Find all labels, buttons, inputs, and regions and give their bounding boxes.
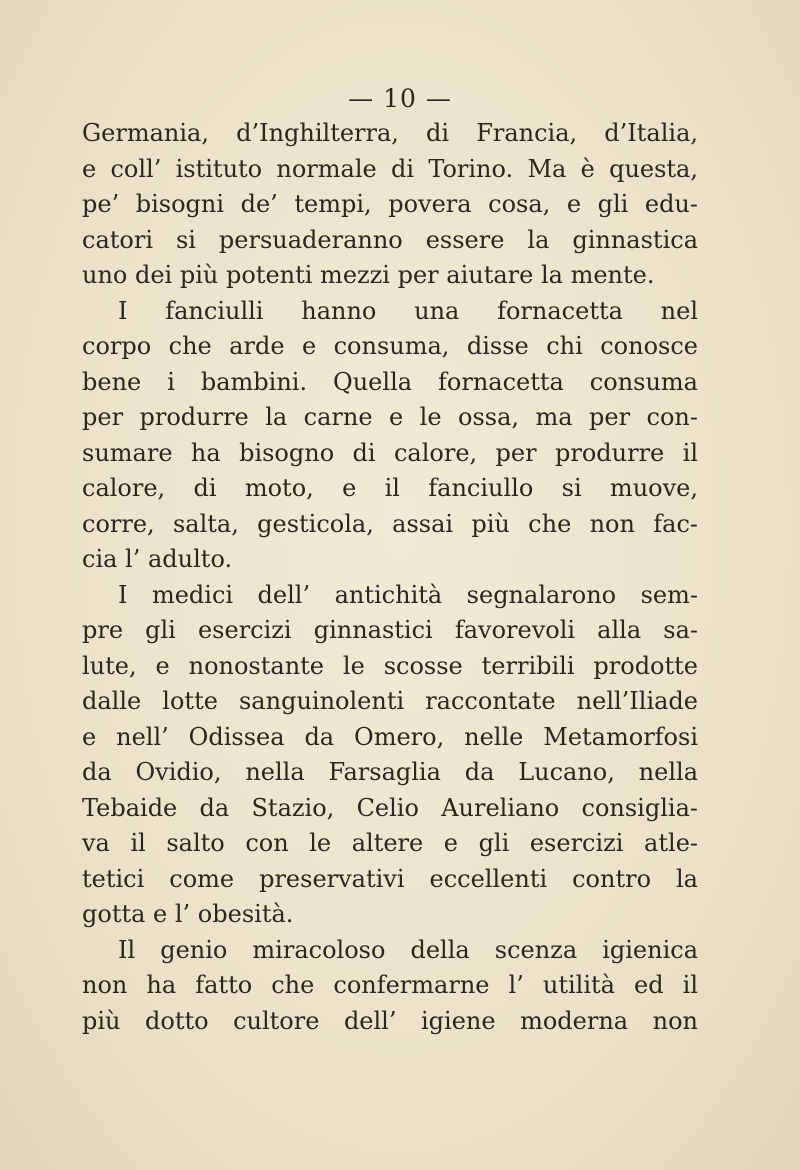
text-line: lute, e nonostante le scosse terribili prodotte bbox=[82, 651, 698, 680]
text-line: bene i bambini. Quella fornacetta consuma bbox=[82, 367, 698, 396]
text-line: calore, di moto, e il fanciullo si muove, bbox=[82, 474, 698, 502]
text-line: pe’ bisogni de’ tempi, povera cosa, e gli edu- bbox=[82, 190, 698, 218]
text-line: Tebaide da Stazio, Celio Aureliano consiglia- bbox=[82, 793, 698, 822]
text-line: catori si persuaderanno essere la ginnastica bbox=[82, 225, 698, 254]
text-line: corpo che arde e consuma, disse chi conosce bbox=[82, 332, 698, 360]
text-line: non ha fatto che confermarne l’ utilità ed il bbox=[82, 971, 698, 999]
text-line: corre, salta, gesticola, assai più che non fac- bbox=[82, 509, 698, 538]
text-line: I fanciulli hanno una fornacetta nel bbox=[118, 296, 698, 325]
text-line: più dotto cultore dell’ igiene moderna non bbox=[82, 1006, 698, 1035]
text-line: pre gli esercizi ginnastici favorevoli alla sa- bbox=[82, 616, 698, 644]
text-line: cia l’ adulto. bbox=[82, 545, 233, 573]
text-line: gotta e l’ obesità. bbox=[82, 900, 294, 928]
text-line: e coll’ istituto normale di Torino. Ma è questa, bbox=[82, 154, 698, 183]
text-line: uno dei più potenti mezzi per aiutare la mente. bbox=[82, 261, 655, 289]
text-line: va il salto con le altere e gli esercizi atle- bbox=[82, 829, 698, 857]
page-number: — 10 — bbox=[348, 84, 452, 113]
text-line: per produrre la carne e le ossa, ma per con- bbox=[82, 403, 698, 431]
text-line: Il genio miracoloso della scenza igienica bbox=[118, 935, 698, 964]
text-line: tetici come preservativi eccellenti contro la bbox=[82, 864, 698, 893]
text-line: da Ovidio, nella Farsaglia da Lucano, nella bbox=[82, 758, 698, 786]
text-line: e nell’ Odissea da Omero, nelle Metamorfosi bbox=[82, 722, 698, 751]
body-text bbox=[82, 116, 698, 1039]
text-line: dalle lotte sanguinolenti raccontate nell’Iliade bbox=[82, 687, 698, 715]
text-line: Germania, d’Inghilterra, di Francia, d’Italia, bbox=[82, 119, 698, 147]
text-line: I medici dell’ antichità segnalarono sem- bbox=[118, 580, 698, 609]
text-line: sumare ha bisogno di calore, per produrre il bbox=[82, 438, 698, 467]
